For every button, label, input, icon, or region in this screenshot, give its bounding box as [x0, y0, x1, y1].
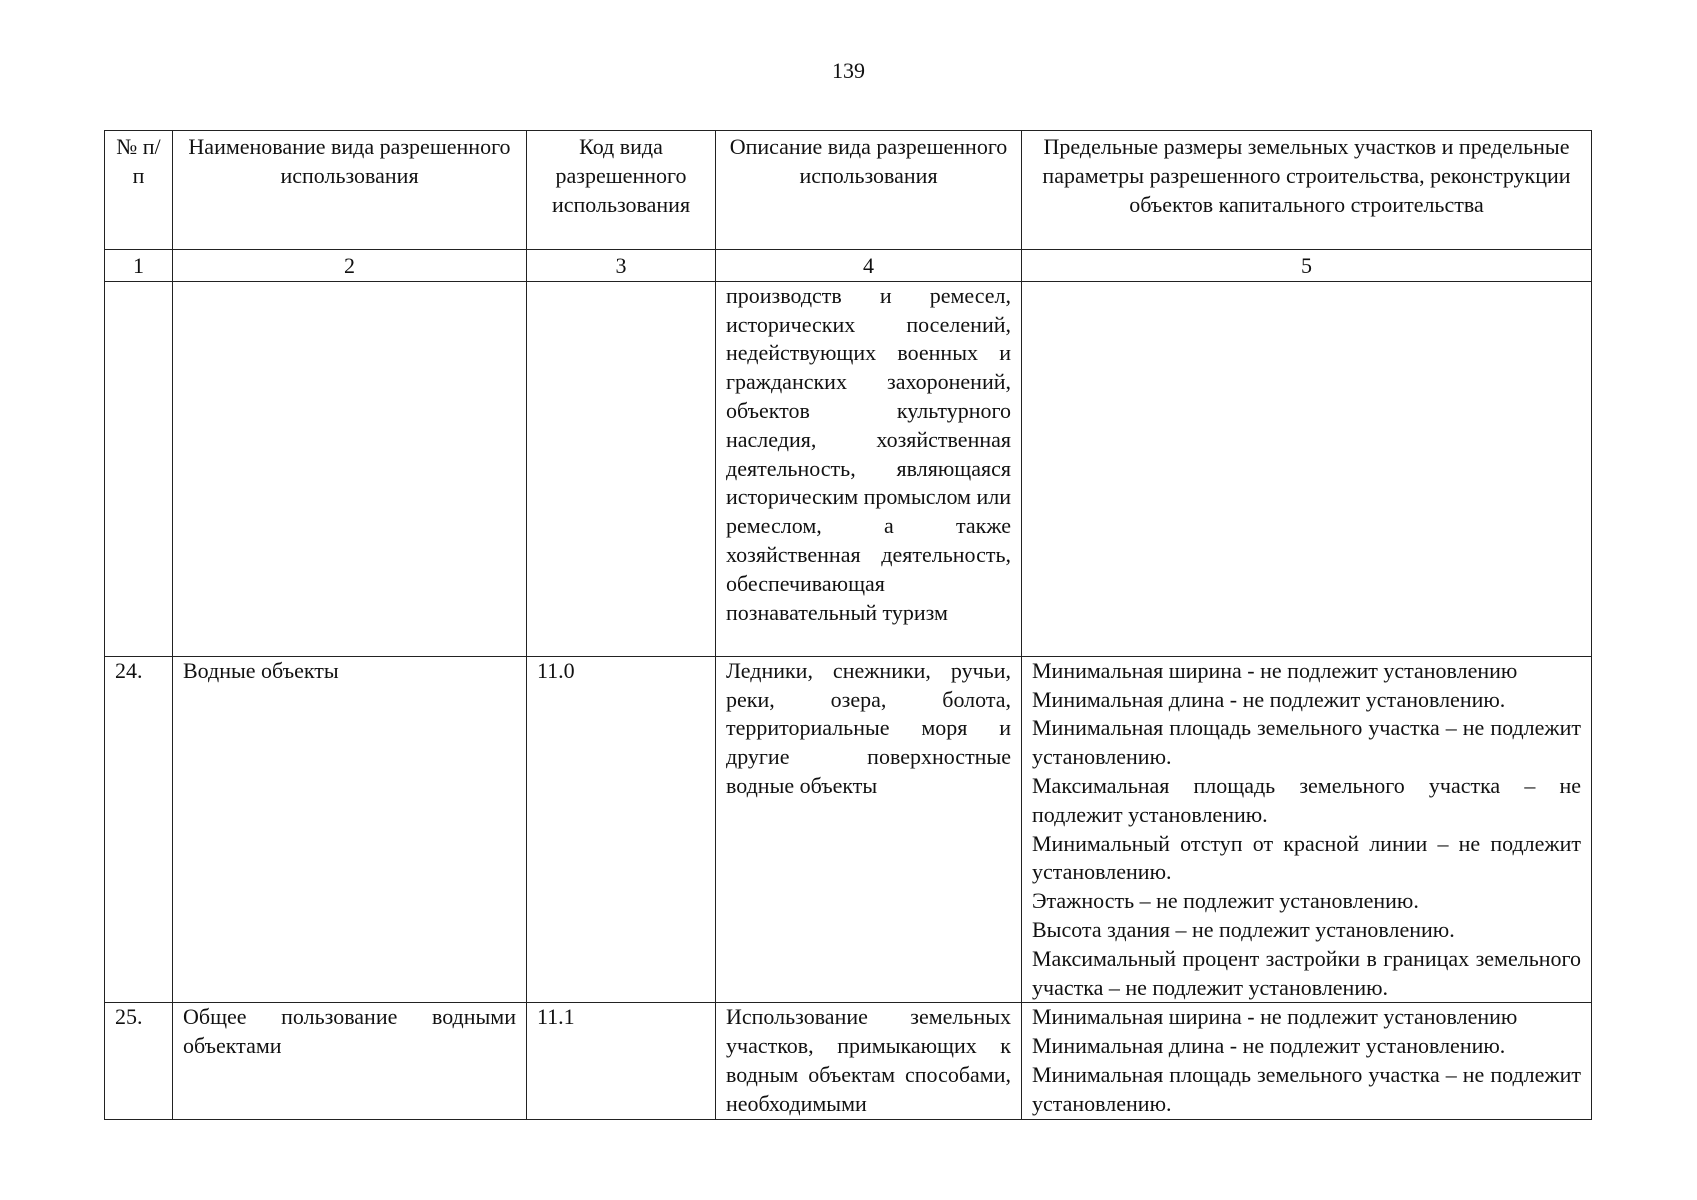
- row-parameters-cell: [1022, 281, 1592, 656]
- param-line: Минимальная длина - не подлежит установлению.: [1032, 1033, 1506, 1059]
- column-number: 1: [105, 250, 173, 282]
- column-number: 3: [527, 250, 716, 282]
- row-name-cell: Водные объекты: [173, 656, 527, 1003]
- header-description: Описание вида разрешенного использования: [716, 131, 1022, 250]
- row-description-cell: [716, 281, 1022, 656]
- row-parameters-cell: [1022, 1003, 1592, 1119]
- param-line: Максимальный процент застройки в границах земельного участка – не подлежит установлению.: [1032, 945, 1581, 1000]
- param-line: Минимальная ширина - не подлежит установлению: [1032, 657, 1518, 683]
- param-line: Минимальная длина - не подлежит установлению.: [1032, 686, 1506, 712]
- table-row: [105, 281, 1592, 656]
- param-line: Минимальная площадь земельного участка – не подлежит установлению.: [1032, 715, 1581, 770]
- table-header-row: [105, 131, 1592, 250]
- param-line: Минимальная ширина - не подлежит установлению: [1032, 1004, 1518, 1030]
- header-code: Код вида разрешенного использования: [527, 131, 716, 250]
- header-number: № п/п: [105, 131, 173, 250]
- row-description-cell: [716, 656, 1022, 1003]
- header-parameters: Предельные размеры земельных участков и предельные параметры разрешенного строительства, реконструкции объектов капитального строительства: [1022, 131, 1592, 250]
- row-number-cell: 24.: [105, 656, 173, 1003]
- row-parameters-cell: [1022, 656, 1592, 1003]
- permitted-use-table: [104, 130, 1592, 1120]
- column-number: 2: [173, 250, 527, 282]
- row-number-cell: 25.: [105, 1003, 173, 1119]
- row-description-cell: [716, 1003, 1022, 1119]
- column-numbers-row: [105, 250, 1592, 282]
- row-code-cell: 11.1: [527, 1003, 716, 1119]
- param-line: Высота здания – не подлежит установлению.: [1032, 916, 1455, 942]
- row-number-cell: [105, 281, 173, 656]
- column-number: 5: [1022, 250, 1592, 282]
- param-line: Этажность – не подлежит установлению.: [1032, 888, 1419, 914]
- description-text: Ледники, снежники, ручьи, реки, озера, болота, территориальные моря и другие поверхностные водные объекты: [726, 657, 1011, 798]
- column-number: 4: [716, 250, 1022, 282]
- table-row: [105, 656, 1592, 1003]
- param-line: Минимальный отступ от красной линии – не подлежит установлению.: [1032, 830, 1581, 885]
- param-line: Максимальная площадь земельного участка – не подлежит установлению.: [1032, 772, 1581, 827]
- page-number: 139: [832, 58, 865, 83]
- row-code-cell: 11.0: [527, 656, 716, 1003]
- row-name-cell: Общее пользование водными объектами: [173, 1003, 527, 1119]
- description-text: производств и ремесел, исторических поселений, недействующих военных и гражданских захоронений, объектов культурного наследия, хозяйственная деятельность, являющаяся историческим промыслом или ремеслом, а также хозяйственная деятельность, обеспечивающая познавательный туризм: [726, 282, 1011, 625]
- table-row: [105, 1003, 1592, 1119]
- header-name: Наименование вида разрешенного использования: [173, 131, 527, 250]
- row-code-cell: [527, 281, 716, 656]
- description-text: Использование земельных участков, примыкающих к водным объектам способами, необходимыми: [726, 1004, 1011, 1116]
- param-line: Минимальная площадь земельного участка – не подлежит установлению.: [1032, 1061, 1581, 1116]
- row-name-cell: [173, 281, 527, 656]
